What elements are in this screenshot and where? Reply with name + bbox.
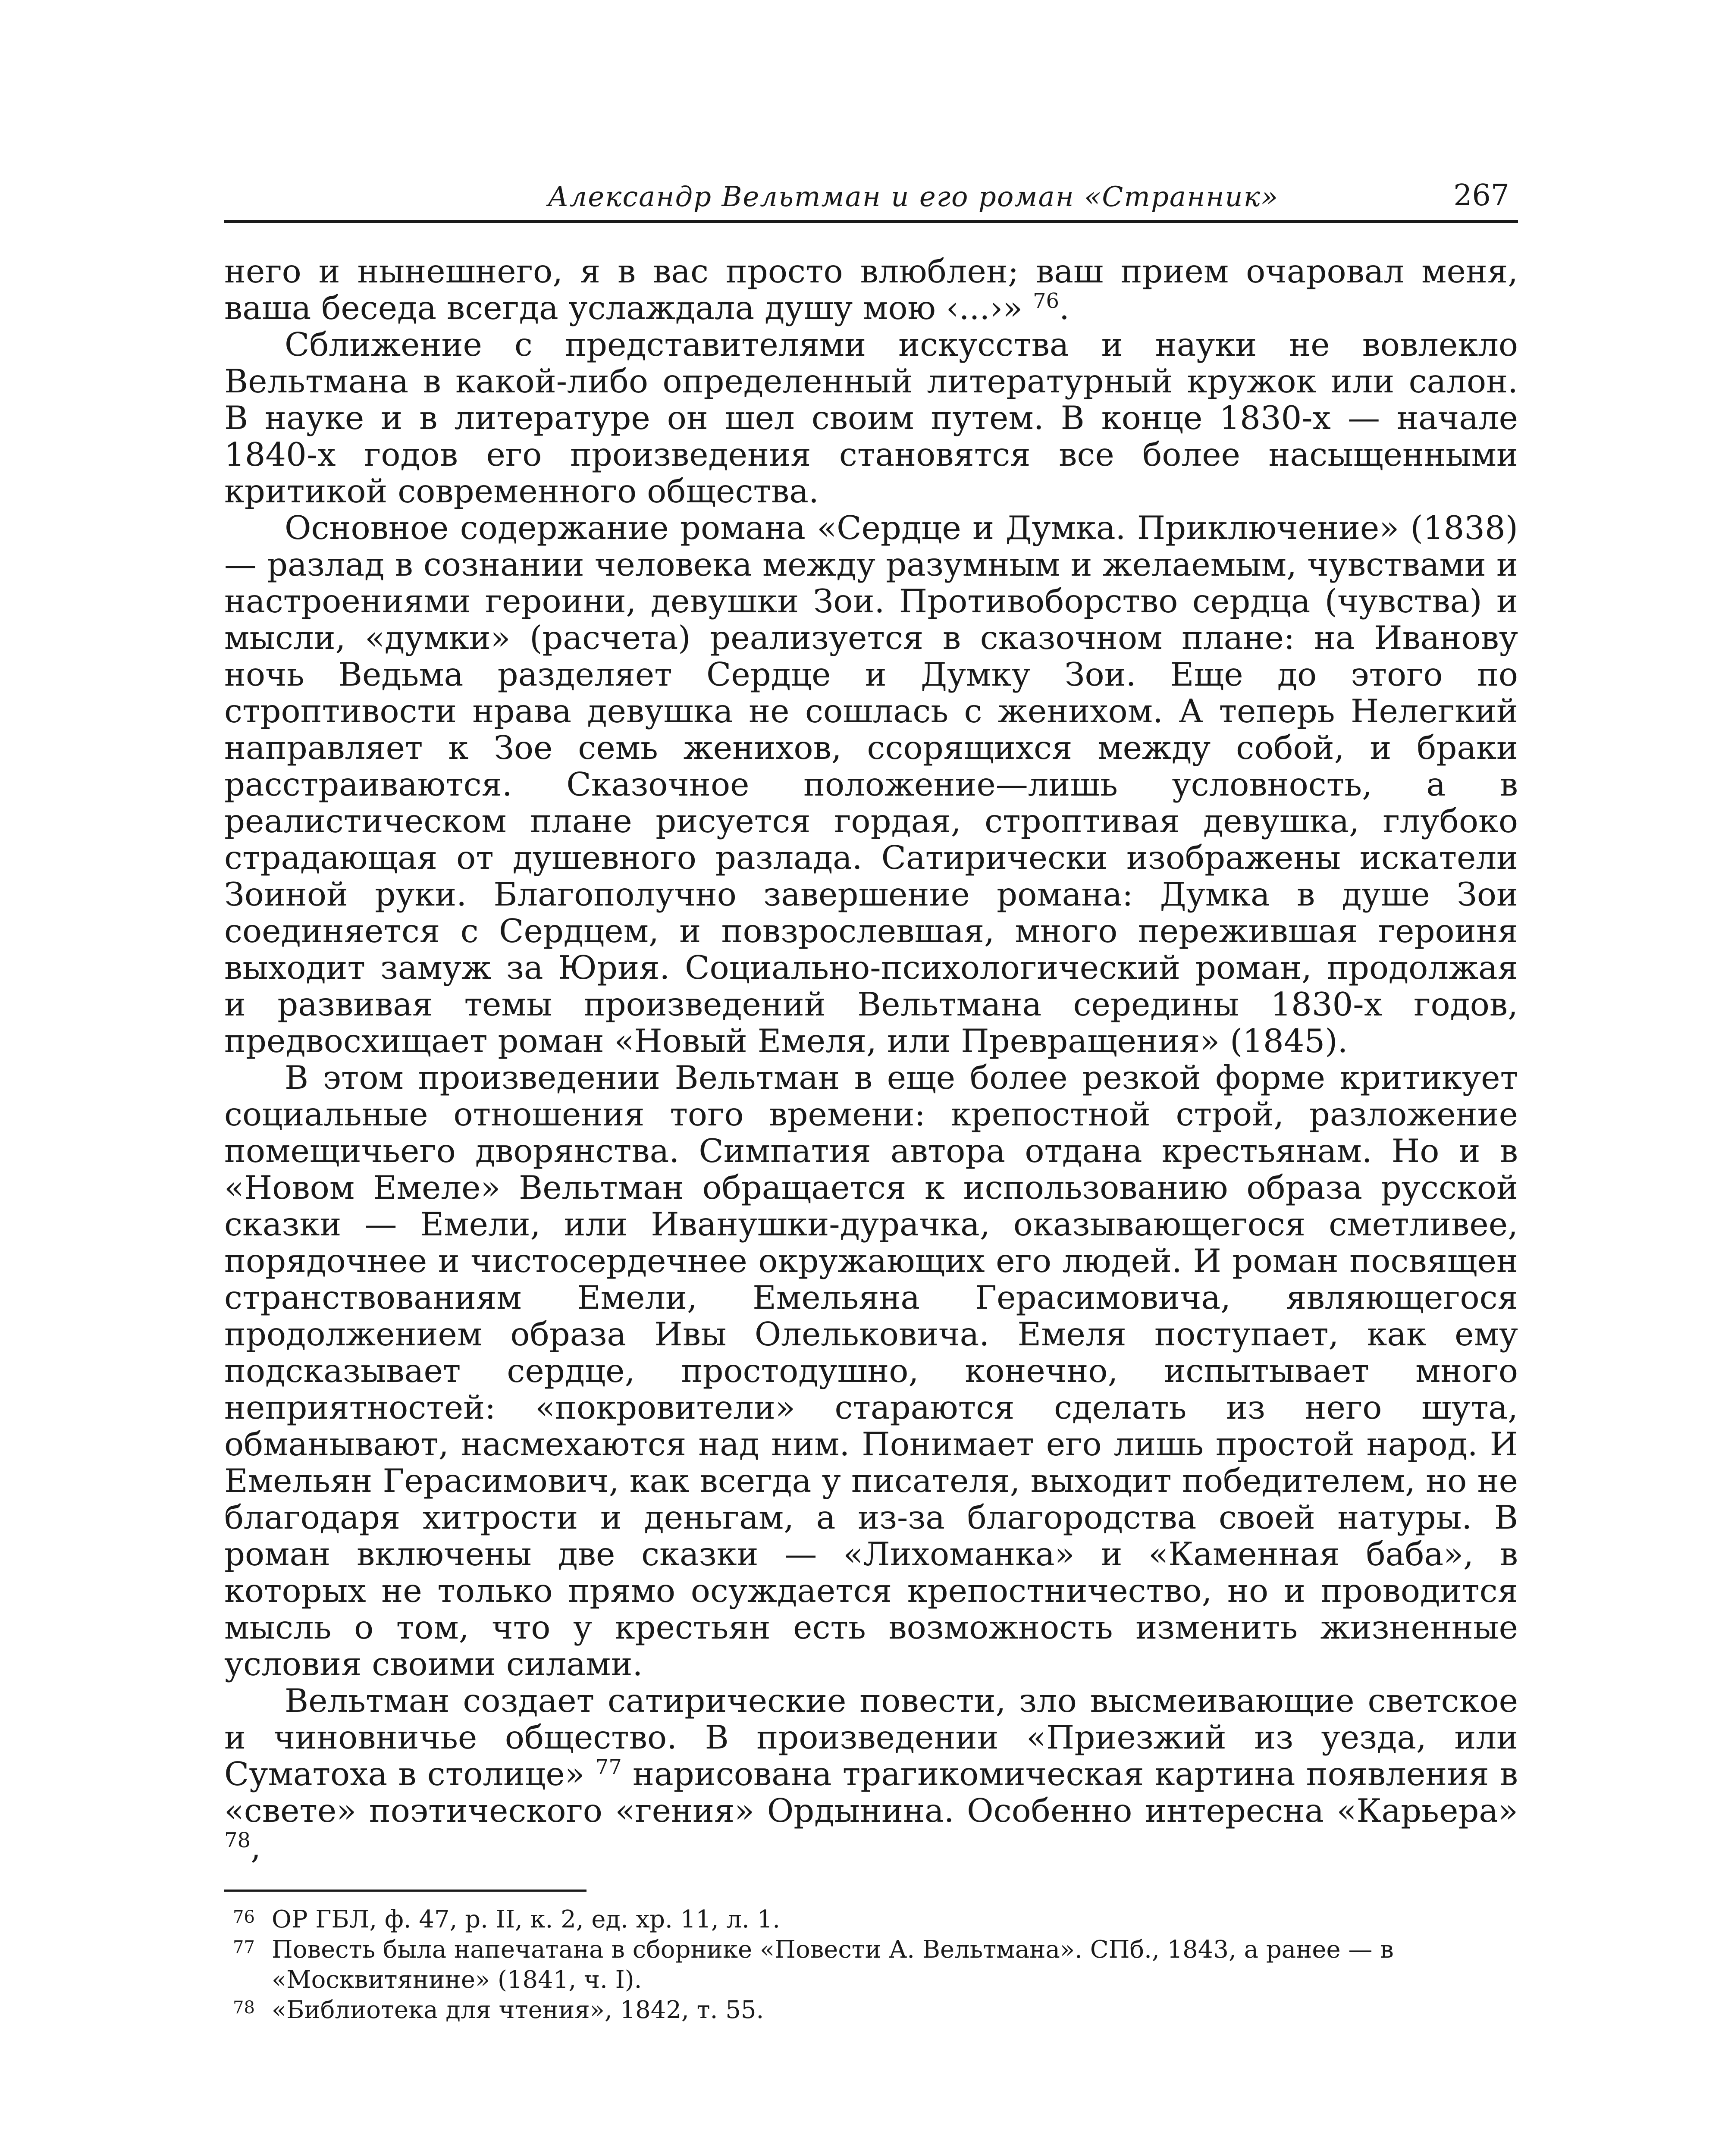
paragraph-2: Сближение с представителями искусства и науки не вовлекло Вельтмана в какой-либо определенный литературный кружок или салон. В науке и в литературе он шел своим путем. В конце 1830-х — начале 1840-х годов его произведения становятся все более насыщенными критикой современного общества. [224, 326, 1518, 510]
footnote-ref-76[interactable]: 76 [1032, 289, 1060, 313]
main-text [224, 253, 1518, 1866]
footnote-77 [224, 1935, 1518, 1995]
paragraph-tail: . [1059, 289, 1070, 327]
paragraph-1 [224, 253, 1518, 326]
paragraph-tail: , [251, 1828, 261, 1866]
paragraph-text: него и нынешнего, я в вас просто влюблен; ваш прием очаровал меня, ваша беседа всегда услаждала душу мою ‹...›» [224, 252, 1518, 327]
paragraph-4: В этом произведении Вельтман в еще более резкой форме критикует социальные отношения того времени: крепостной строй, разложение помещичьего дворянства. Симпатия автора отдана крестьянам. Но и в «Новом Емеле» Вельтман обращается к использованию образа русской сказки — Емели, или Иванушки-дурачка, оказывающегося сметливее, порядочнее и чистосердечнее окружающих его людей. И роман посвящен странствованиям Емели, Емельяна Герасимовича, являющегося продолжением образа Ивы Олельковича. Емеля поступает, как ему подсказывает сердце, простодушно, конечно, испытывает много неприятностей: «покровители» стараются сделать из него шута, обманывают, насмехаются над ним. Понимает его лишь простой народ. И Емельян Герасимович, как всегда у писателя, выходит победителем, но не благодаря хитрости и деньгам, а из-за благородства своей натуры. В роман включены две сказки — «Лихоманка» и «Каменная баба», в которых не только прямо осуждается крепостничество, но и проводится мысль о том, что у крестьян есть возможность изменить жизненные условия своими силами. [224, 1059, 1518, 1683]
footnote-text: «Библиотека для чтения», 1842, т. 55. [272, 1996, 764, 2024]
paragraph-5 [224, 1683, 1518, 1866]
footnote-divider [224, 1890, 586, 1892]
footnote-ref-77[interactable]: 77 [595, 1755, 622, 1779]
footnotes [224, 1905, 1518, 2025]
paragraph-text: Вельтман создает сатирические повести, зло высмеивающие светское и чиновничье общество. В произведении «Приезжий из уезда, или Суматоха в столице» [224, 1682, 1518, 1793]
page-number: 267 [1453, 179, 1509, 213]
footnote-text: Повесть была напечатана в сборнике «Повести А. Вельтмана». СПб., 1843, а ранее — в «Москвитянине» (1841, ч. I). [272, 1936, 1394, 1994]
footnote-76 [224, 1905, 1518, 1935]
paragraph-3: Основное содержание романа «Сердце и Думка. Приключение» (1838) — разлад в сознании человека между разумным и желаемым, чувствами и настроениями героини, девушки Зои. Противоборство сердца (чувства) и мысли, «думки» (расчета) реализуется в сказочном плане: на Иванову ночь Ведьма разделяет Сердце и Думку Зои. Еще до этого по строптивости нрава девушка не сошлась с женихом. А теперь Нелегкий направляет к Зое семь женихов, ссорящихся между собой, и браки расстраиваются. Сказочное положение—лишь условность, а в реалистическом плане рисуется гордая, строптивая девушка, глубоко страдающая от душевного разлада. Сатирически изображены искатели Зоиной руки. Благополучно завершение романа: Думка в душе Зои соединяется с Сердцем, и повзрослевшая, много пережившая героиня выходит замуж за Юрия. Социально-психологический роман, продолжая и развивая темы произведений Вельтмана середины 1830-х годов, предвосхищает роман «Новый Емеля, или Превращения» (1845). [224, 509, 1518, 1060]
footnote-78 [224, 1995, 1518, 2025]
paragraph-text-cont: нарисована трагикомическая картина появления в «свете» поэтического «гения» Ордынина. Особенно интересна «Карьера» [224, 1755, 1518, 1830]
book-page [224, 172, 1518, 2070]
footnote-mark: 76 [233, 1907, 255, 1927]
footnote-mark: 77 [233, 1937, 255, 1957]
running-title: Александр Вельтман и его роман «Странник» [548, 181, 1279, 213]
footnote-mark: 78 [233, 1998, 255, 2018]
running-header [224, 172, 1518, 223]
footnote-text: ОР ГБЛ, ф. 47, р. II, к. 2, ед. хр. 11, л. 1. [272, 1905, 781, 1934]
footnote-ref-78[interactable]: 78 [224, 1828, 251, 1852]
